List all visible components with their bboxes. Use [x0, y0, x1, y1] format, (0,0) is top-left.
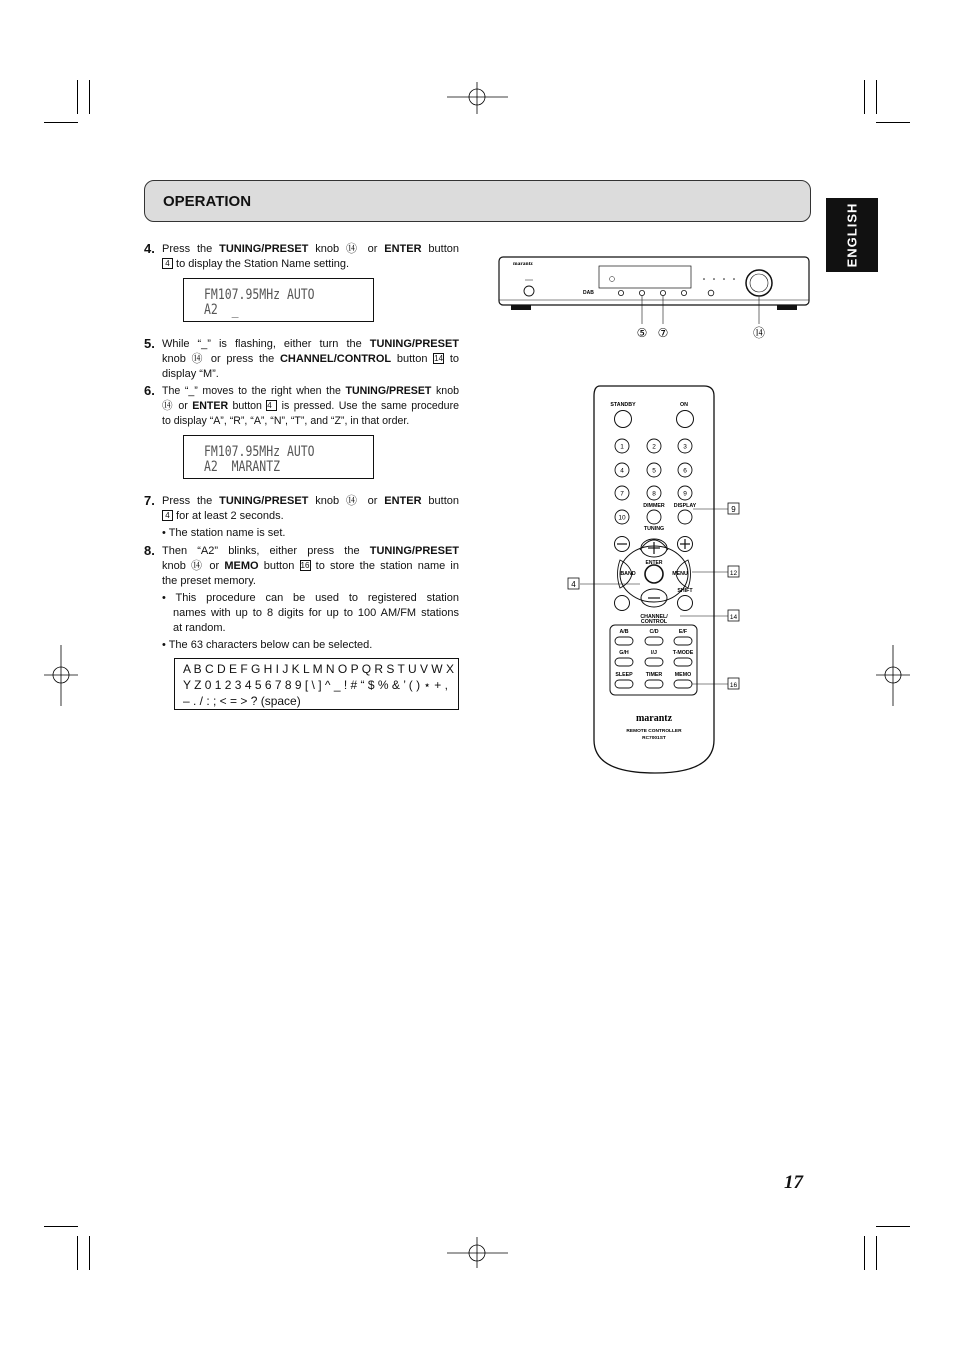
remote-brand: marantz [635, 713, 673, 724]
display-label: DISPLAY [673, 503, 697, 509]
key-3[interactable]: 3 [683, 443, 687, 451]
dab-logo: DAB [583, 290, 594, 296]
timer-label: TIMER [645, 672, 663, 678]
step-4-text: Press the TUNING/PRESET knob ⑭ or ENTER button 4 to display the Station Name setting. [162, 243, 460, 270]
key-7[interactable]: 7 [620, 490, 624, 498]
charset-line-2: Y Z 0 1 2 3 4 5 6 7 8 9 [ \ ] ^ _ ! # “ $ % & ’ ( ) ⋆ + , [183, 678, 448, 692]
key-4[interactable]: 4 [620, 467, 624, 475]
key-1[interactable]: 1 [620, 443, 624, 451]
step-4-number: 4. [144, 241, 155, 256]
step-8-number: 8. [144, 543, 155, 558]
callout-16: 16 [729, 682, 738, 689]
charset-line-1: A B C D E F G H I J K L M N O P Q R S T U V W X [183, 662, 454, 676]
key-10[interactable]: 10 [618, 514, 626, 522]
step-8-bullet-2: • The 63 characters below can be selected. [162, 639, 373, 651]
key-2[interactable]: 2 [652, 443, 656, 451]
standby-label: STANDBY [610, 402, 636, 408]
control-label: CONTROL [640, 619, 668, 625]
callout-14-remote: 14 [729, 614, 738, 621]
callout-9: 9 [731, 505, 736, 514]
tuning-label: TUNING [643, 526, 665, 532]
step-7-bullet: • The station name is set. [162, 527, 286, 539]
lcd-display-2: FM107.95MHz AUTO A2 MARANTZ [183, 435, 374, 479]
language-tab [826, 198, 878, 272]
step-6-text: The “_” moves to the right when the TUNING/PRESET knob ⑭ or ENTER button 4 is pressed. Use the same procedure to display “A”, “R”, “A”, “N”, “T”, and “Z”, in that order. [162, 385, 459, 427]
callout-7: ⑦ [657, 326, 669, 340]
tmode-label: T-MODE [672, 650, 694, 656]
charset-line-3: – . / : ; < = > ? (space) [183, 694, 301, 708]
menu-label: MENU [672, 571, 688, 577]
callout-12: 12 [729, 570, 738, 577]
sleep-label: SLEEP [615, 672, 633, 678]
front-panel-diagram [495, 254, 815, 344]
section-title: OPERATION [163, 193, 252, 210]
enter-label: ENTER [645, 560, 663, 566]
ef-label: E/F [678, 629, 688, 635]
cd-label: C/D [649, 629, 659, 635]
gh-label: G/H [619, 650, 629, 656]
key-9[interactable]: 9 [683, 490, 687, 498]
dimmer-label: DIMMER [643, 503, 665, 509]
callout-4: 4 [571, 580, 576, 589]
channel-label: CHANNEL/ [640, 614, 668, 620]
page-number: 17 [784, 1172, 803, 1193]
character-set-box [174, 658, 459, 710]
front-panel-brand: marantz [513, 261, 533, 267]
key-8[interactable]: 8 [652, 490, 656, 498]
lcd-display-1: FM107.95MHz AUTO A2 _ [183, 278, 374, 322]
callout-14: ⑭ [752, 326, 766, 340]
step-6-number: 6. [144, 383, 155, 398]
key-5[interactable]: 5 [652, 467, 656, 475]
memo-label: MEMO [674, 672, 692, 678]
remote-model-line-2: RC7001ST [642, 736, 666, 741]
language-tab-label: ENGLISH [844, 202, 860, 268]
step-8-text: Then “A2” blinks, either press the TUNING/PRESET knob ⑭ or MEMO button 16 to store the station name in the preset memory. [162, 545, 459, 587]
step-5-number: 5. [144, 336, 155, 351]
step-7-number: 7. [144, 493, 155, 508]
enter-key[interactable] [645, 565, 663, 583]
remote-model-line-1: REMOTE CONTROLLER [626, 729, 682, 734]
step-7-text: Press the TUNING/PRESET knob ⑭ or ENTER button 4 for at least 2 seconds. [162, 495, 460, 522]
ab-label: A/B [619, 629, 629, 635]
band-label: BAND [620, 571, 636, 577]
ij-label: I/J [651, 650, 657, 656]
on-label: ON [680, 402, 688, 408]
remote-control-diagram [560, 380, 750, 780]
step-8-bullet-1: • This procedure can be used to registered station names with up to 8 digits for up to 100 AM/FM stations at random. [162, 592, 459, 634]
step-5-text: While “_” is flashing, either turn the TUNING/PRESET knob ⑭ or press the CHANNEL/CONTROL button 14 to display “M”. [162, 338, 460, 380]
section-header [144, 180, 811, 222]
key-6[interactable]: 6 [683, 467, 687, 475]
callout-5: ⑤ [636, 326, 648, 340]
shift-label: SHIFT [677, 588, 693, 594]
